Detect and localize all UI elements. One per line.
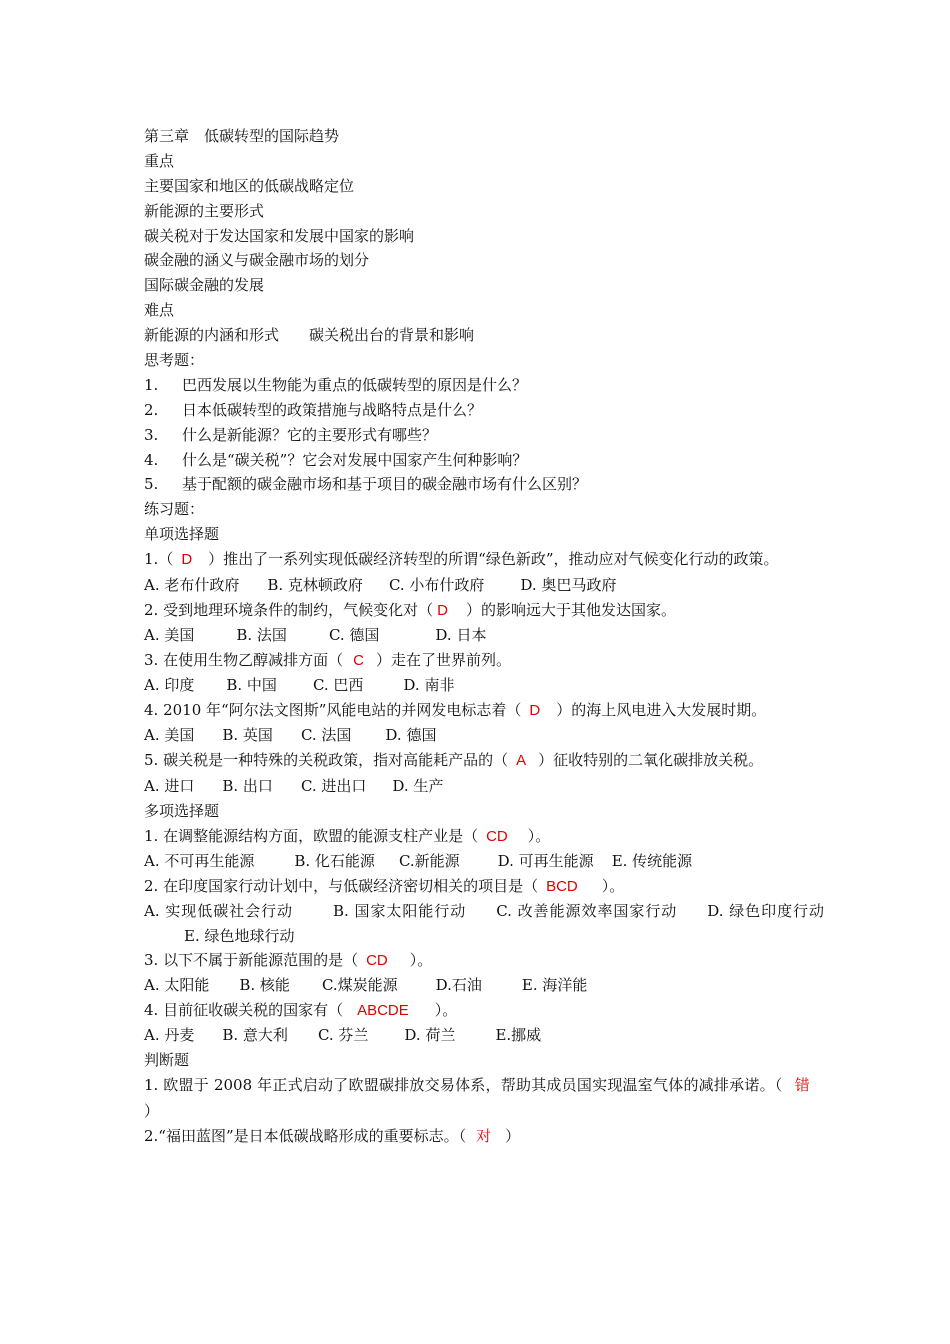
option: D. 德国 — [385, 726, 437, 745]
option: C.煤炭能源 — [321, 976, 398, 995]
judgment-question — [144, 1073, 824, 1124]
option: B. 中国 — [226, 675, 277, 694]
option: B. 法国 — [236, 625, 287, 644]
question-stem: 2. 受到地理环境条件的制约，气候变化对（ — [144, 600, 434, 619]
question-stem-end: ）走在了世界前列。 — [375, 650, 511, 669]
option: C. 进出口 — [300, 777, 367, 796]
single-question — [144, 748, 824, 774]
option: D. 南非 — [403, 675, 455, 694]
option: A. 丹麦 — [144, 1026, 195, 1045]
question-stem-end: ）。 — [601, 876, 625, 895]
single-question — [144, 598, 824, 623]
thinking-heading: 思考题： — [144, 351, 205, 370]
option: E. 海洋能 — [521, 976, 588, 995]
thinking-question — [144, 472, 824, 497]
answer-mark: D — [437, 601, 448, 619]
question-stem-end: ） — [505, 1126, 521, 1145]
option: B. 英国 — [222, 726, 273, 745]
question-stem-end: ）的海上风电进入大发展时期。 — [556, 700, 767, 719]
option: D. 奥巴马政府 — [520, 576, 617, 595]
document-page — [144, 124, 824, 1149]
option-row — [144, 849, 824, 874]
question-number: 2. — [144, 400, 159, 419]
multi-question — [144, 874, 824, 899]
option: C. 芬兰 — [317, 1026, 369, 1045]
multi-question — [144, 948, 824, 973]
answer-mark: 错 — [794, 1076, 810, 1094]
key-point: 主要国家和地区的低碳战略定位 — [144, 176, 355, 195]
question-stem-end: ）。 — [434, 1001, 458, 1020]
difficulties-heading: 难点 — [144, 301, 175, 320]
single-question — [144, 698, 824, 724]
answer-mark: ABCDE — [357, 1002, 409, 1020]
question-stem: 1.（ — [144, 550, 174, 569]
option: C. 德国 — [328, 625, 380, 644]
question-text: 日本低碳转型的政策措施与战略特点是什么？ — [182, 400, 483, 419]
question-text: 基于配额的碳金融市场和基于项目的碳金融市场有什么区别？ — [182, 475, 588, 494]
answer-mark: CD — [486, 827, 508, 845]
option: B. 克林顿政府 — [267, 576, 363, 595]
answer-mark: D — [181, 551, 193, 569]
question-stem: 1. 欧盟于 2008 年正式启动了欧盟碳排放交易体系，帮助其成员国实现温室气体的减排承诺。（ — [144, 1075, 783, 1094]
key-points-heading: 重点 — [144, 151, 175, 170]
option: C.新能源 — [398, 851, 460, 870]
multi-choice-heading: 多项选择题 — [144, 802, 220, 821]
answer-mark: 对 — [476, 1127, 492, 1145]
answer-mark: CD — [366, 952, 388, 970]
judgment-question — [144, 1124, 824, 1149]
judgment-heading: 判断题 — [144, 1051, 190, 1070]
question-stem: 3. 在使用生物乙醇减排方面（ — [144, 650, 344, 669]
question-number: 3. — [144, 425, 159, 444]
question-stem-end: ）的影响远大于其他发达国家。 — [465, 600, 676, 619]
option-row — [144, 899, 824, 949]
option: B. 出口 — [222, 777, 273, 796]
multi-question — [144, 998, 824, 1023]
answer-mark: C — [353, 651, 364, 669]
option: D. 绿色印度行动 — [707, 901, 825, 920]
question-stem: 4. 目前征收碳关税的国家有（ — [144, 1001, 344, 1020]
single-question — [144, 547, 824, 573]
option: D.石油 — [435, 976, 482, 995]
answer-mark: A — [516, 752, 527, 770]
option: C. 巴西 — [312, 675, 364, 694]
thinking-question — [144, 448, 824, 473]
chapter-title: 第三章 低碳转型的国际趋势 — [144, 127, 340, 145]
option-row — [144, 723, 824, 748]
option: E. 传统能源 — [611, 851, 693, 870]
option: B. 核能 — [239, 976, 290, 995]
question-text: 什么是“碳关税”？它会对发展中国家产生何种影响？ — [182, 450, 528, 469]
question-number: 1. — [144, 375, 159, 394]
single-choice-heading: 单项选择题 — [144, 525, 220, 544]
thinking-question — [144, 423, 824, 448]
question-stem-end: ）征收特别的二氧化碳排放关税。 — [538, 751, 764, 770]
option: D. 生产 — [392, 777, 444, 796]
single-question — [144, 648, 824, 673]
option: A. 印度 — [144, 675, 195, 694]
question-stem: 2.“福田蓝图”是日本低碳战略形成的重要标志。（ — [144, 1126, 467, 1145]
key-point: 国际碳金融的发展 — [144, 276, 265, 295]
option: C. 改善能源效率国家行动 — [496, 901, 678, 920]
difficulty-item: 新能源的内涵和形式 — [144, 326, 280, 345]
question-stem-end: ）推出了一系列实现低碳经济转型的所谓“绿色新政”，推动应对气候变化行动的政策。 — [208, 550, 779, 569]
question-stem-end: ）。 — [409, 951, 433, 970]
option: B. 国家太阳能行动 — [333, 901, 467, 920]
question-stem: 1. 在调整能源结构方面，欧盟的能源支柱产业是（ — [144, 826, 479, 845]
question-stem: 2. 在印度国家行动计划中，与低碳经济密切相关的项目是（ — [144, 876, 539, 895]
option: D. 可再生能源 — [497, 851, 594, 870]
question-text: 巴西发展以生物能为重点的低碳转型的原因是什么？ — [182, 375, 528, 394]
difficulties-line — [144, 323, 824, 348]
multi-question — [144, 824, 824, 849]
difficulty-item: 碳关税出台的背景和影响 — [309, 326, 475, 345]
answer-mark: BCD — [546, 877, 578, 895]
option: B. 意大利 — [222, 1026, 288, 1045]
option: B. 化石能源 — [294, 851, 375, 870]
question-stem-end: ）。 — [527, 826, 551, 845]
question-stem: 3. 以下不属于新能源范围的是（ — [144, 951, 359, 970]
option-row — [144, 1023, 824, 1048]
option: E.挪威 — [495, 1026, 542, 1045]
answer-mark: D — [529, 701, 541, 719]
option: E. 绿色地球行动 — [184, 926, 295, 945]
option-row — [144, 774, 824, 799]
option: C. 法国 — [300, 726, 352, 745]
question-number: 5. — [144, 475, 159, 494]
option: A. 美国 — [144, 625, 195, 644]
question-stem-end: ） — [144, 1101, 160, 1120]
key-point: 碳关税对于发达国家和发展中国家的影响 — [144, 226, 415, 245]
option: A. 老布什政府 — [144, 576, 240, 595]
option-row — [144, 623, 824, 648]
option: D. 荷兰 — [404, 1026, 456, 1045]
question-number: 4. — [144, 450, 159, 469]
key-point: 碳金融的涵义与碳金融市场的划分 — [144, 251, 370, 270]
option: A. 实现低碳社会行动 — [144, 901, 293, 920]
option: D. 日本 — [435, 625, 487, 644]
thinking-question — [144, 373, 824, 398]
option-row — [144, 673, 824, 698]
question-text: 什么是新能源？它的主要形式有哪些？ — [182, 425, 438, 444]
exercise-heading: 练习题： — [144, 500, 205, 519]
question-stem: 5. 碳关税是一种特殊的关税政策，指对高能耗产品的（ — [144, 751, 509, 770]
option: A. 进口 — [144, 777, 195, 796]
thinking-question — [144, 398, 824, 423]
option-row — [144, 573, 824, 598]
option: A. 美国 — [144, 726, 195, 745]
option: A. 太阳能 — [144, 976, 210, 995]
key-point: 新能源的主要形式 — [144, 201, 265, 220]
option-row — [144, 973, 824, 998]
option: C. 小布什政府 — [388, 576, 485, 595]
question-stem: 4. 2010 年“阿尔法文图斯”风能电站的并网发电标志着（ — [144, 700, 522, 719]
option: A. 不可再生能源 — [144, 851, 255, 870]
